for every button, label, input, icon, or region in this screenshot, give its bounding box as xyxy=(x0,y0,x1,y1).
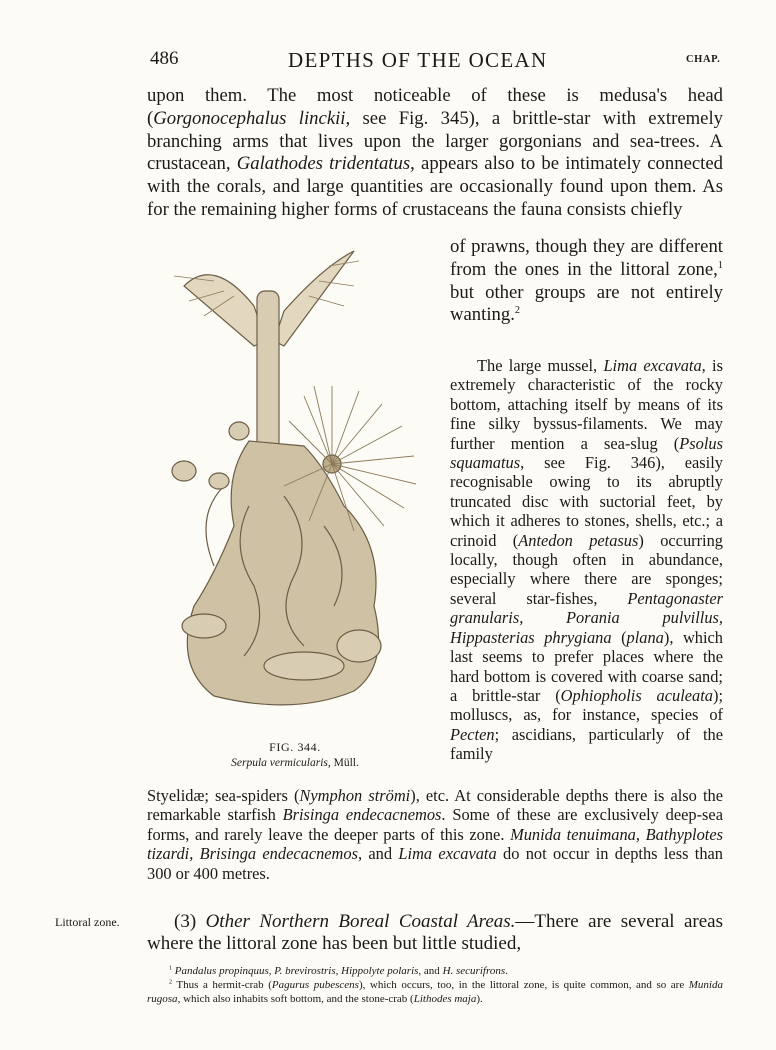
footnote-2: $^2$ Thus a hermit-crab (Pagurus pubescens), which occurs, too, in the littoral zone, is quite common, and so are Munida rugosa, which also inhabits soft bottom, and the stone-crab (Lithodes maja). xyxy=(147,979,723,1005)
serpula-illustration xyxy=(154,246,444,716)
running-title: DEPTHS OF THE OCEAN xyxy=(288,48,548,72)
body-text-top: upon them. The most noticeable of these is medusa's head (Gorgonocephalus linckii, see Fig. 345), a brittle-star with extremely branching arms that lives upon the larger gorgonians and sea-trees. A crustacean, Galathodes tridentatus, appears also to be intimately connected with the corals, and large quantities are occasionally found upon them. As for the remaining higher forms of crustaceans the fauna consists chiefly xyxy=(147,85,723,220)
footnotes xyxy=(147,964,723,1006)
section-heading: (3) Other Northern Boreal Coastal Areas.—There are several areas where the littoral zone has been but little studied, xyxy=(147,911,723,954)
figure-caption: Serpula vermicularis, Müll. xyxy=(231,757,359,769)
footnote-1: $^1$ Pandalus propinquus, P. brevirostris, Hippolyte polaris, and H. securifrons. xyxy=(169,965,508,977)
footnote-ref-2[interactable]: 2 xyxy=(514,305,521,317)
right-column-paragraph-2: The large mussel, Lima excavata, is extremely characteristic of the rocky bottom, attaching itself by means of its fine silky byssus-filaments. We may further mention a sea-slug (Psolus squamatus, see Fig. 346), easily recognisable owing to its abruptly truncated disc with suctorial feet, by which it adheres to stones, shells, etc.; a crinoid (Antedon petasus) occurring locally, though often in abundance, especially where there are sponges; several star-fishes, Pentagonaster granularis, Porania pulvillus, Hippasterias phrygiana (plana), which last seems to prefer places where the hard bottom is covered with coarse sand; a brittle-star (Ophiopholis aculeata); molluscs, as, for instance, species of Pecten; ascidians, particularly of the family xyxy=(450,356,724,764)
figure-number: FIG. 344. xyxy=(269,740,321,754)
running-header xyxy=(0,48,776,76)
chapter-mark: CHAP. xyxy=(686,54,721,65)
page-number: 486 xyxy=(150,48,179,69)
footnote-ref-1[interactable]: 1 xyxy=(717,259,723,271)
right-column-text: of prawns, though they are different from the ones in the littoral zone,$^1$ but other groups are not entirely wanting.$^2$ xyxy=(450,236,723,326)
margin-note: Littoral zone. xyxy=(55,915,120,929)
body-text-bottom: Styelidæ; sea-spiders (Nymphon strömi), etc. At considerable depths there is also the remarkable starfish Brisinga endecacnemos. Some of these are exclusively deep-sea forms, and rarely leave the deeper parts of this zone. Munida tenuimana, Bathyplotes tizardi, Brisinga endecacnemos, and Lima excavata do not occur in depths less than 300 or 400 metres. xyxy=(147,786,724,883)
